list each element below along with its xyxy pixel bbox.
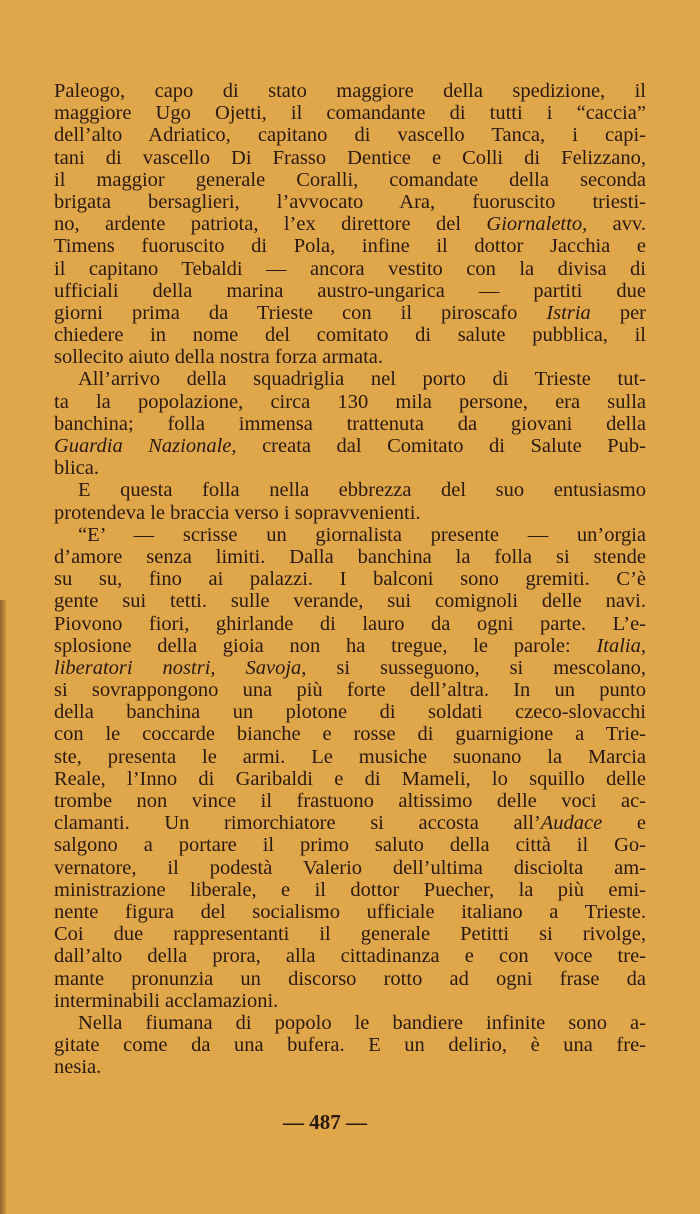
- text-line: [54, 657, 646, 679]
- text-segment: no, ardente patriota, l’ex direttore del: [54, 213, 487, 236]
- text-segment: All’arrivo della squadriglia nel porto di Trieste tut-: [78, 368, 646, 391]
- text-line: [54, 746, 646, 768]
- text-segment: creata dal Comitato di Salute Pub-: [236, 435, 646, 457]
- italic-text: Guardia Nazionale,: [54, 435, 237, 457]
- text-line: [54, 945, 646, 967]
- text-segment: protendeva le braccia verso i sopravvenienti.: [54, 501, 421, 524]
- text-line: [54, 346, 646, 368]
- text-line: [54, 147, 646, 169]
- text-line: [54, 457, 646, 479]
- text-segment: per: [590, 301, 646, 324]
- text-line: [54, 923, 646, 945]
- text-line: [54, 590, 646, 612]
- text-line: [54, 191, 646, 213]
- page-number: — 487 —: [283, 1110, 367, 1134]
- text-segment: ste, presenta le armi. Le musiche suonano la Marcia: [54, 745, 646, 768]
- text-segment: salgono a portare il primo saluto della città il Go-: [54, 834, 646, 857]
- text-segment: Timens fuoruscito di Pola, infine il dottor Jacchia e: [54, 235, 646, 258]
- text-segment: trombe non vince il frastuono altissimo delle voci ac-: [54, 790, 646, 812]
- text-segment: sollecito aiuto della nostra forza armata.: [54, 346, 384, 369]
- text-line: [54, 1034, 646, 1056]
- text-line: [54, 368, 646, 390]
- text-segment: della banchina un plotone di soldati czeco-slovacchi: [54, 701, 646, 724]
- text-line: [54, 413, 646, 435]
- text-segment: il maggior generale Coralli, comandate della seconda: [54, 168, 646, 191]
- body-text: [54, 80, 646, 1078]
- text-line: [54, 768, 646, 790]
- text-segment: si sovrappongono una più forte dell’altra. In un punto: [54, 679, 646, 702]
- text-line: [54, 613, 646, 635]
- text-segment: ta la popolazione, circa 130 mila persone, era sulla: [54, 390, 646, 413]
- text-line: [54, 479, 646, 501]
- text-segment: gente sui tetti. sulle verande, sui comignoli delle navi.: [54, 590, 646, 613]
- text-line: [54, 213, 646, 235]
- text-segment: tani di vascello Di Frasso Dentice e Colli di Felizzano,: [54, 146, 646, 169]
- text-segment: si susseguono, si mescolano,: [306, 656, 646, 679]
- text-line: [54, 124, 646, 146]
- text-segment: e: [602, 812, 646, 835]
- text-segment: avv.: [587, 213, 646, 236]
- text-line: [54, 80, 646, 102]
- text-segment: giorni prima da Trieste con il piroscafo: [54, 301, 547, 324]
- text-segment: maggiore Ugo Ojetti, il comandante di tutti i “caccia”: [54, 102, 646, 125]
- text-segment: dall’alto della prora, alla cittadinanza e con voce tre-: [54, 945, 646, 968]
- text-line: [54, 879, 646, 901]
- text-line: [54, 723, 646, 745]
- text-segment: banchina; folla immensa trattenuta da giovani della: [54, 412, 646, 435]
- text-segment: con le coccarde bianche e rosse di guarnigione a Trie-: [54, 723, 646, 746]
- text-line: [54, 524, 646, 546]
- text-line: [54, 635, 646, 657]
- text-segment: nesia.: [54, 1056, 102, 1079]
- text-line: [54, 391, 646, 413]
- text-line: [54, 812, 646, 834]
- text-segment: chiedere in nome del comitato di salute pubblica, il: [54, 324, 646, 347]
- text-line: [54, 990, 646, 1012]
- text-line: [54, 1012, 646, 1034]
- text-segment: brigata bersaglieri, l’avvocato Ara, fuoruscito triesti-: [54, 190, 646, 213]
- text-segment: ministrazione liberale, e il dottor Puecher, la più emi-: [54, 878, 646, 901]
- text-segment: blica.: [54, 457, 99, 480]
- italic-text: Audace: [540, 812, 603, 835]
- text-segment: mante pronunzia un discorso rotto ad ogni frase da: [54, 967, 646, 990]
- text-line: [54, 280, 646, 302]
- text-segment: il capitano Tebaldi — ancora vestito con la divisa di: [54, 257, 646, 280]
- text-segment: splosione della gioia non ha tregue, le parole:: [54, 634, 597, 657]
- text-line: [54, 235, 646, 257]
- text-line: [54, 701, 646, 723]
- text-segment: E questa folla nella ebbrezza del suo entusiasmo: [78, 479, 646, 502]
- text-segment: clamanti. Un rimorchiatore si accosta all’: [54, 812, 541, 835]
- text-line: [54, 258, 646, 280]
- text-line: [54, 901, 646, 923]
- text-line: [54, 968, 646, 990]
- text-line: [54, 169, 646, 191]
- text-segment: dell’alto Adriatico, capitano di vascello Tanca, i capi-: [54, 124, 646, 147]
- text-segment: interminabili acclamazioni.: [54, 989, 279, 1012]
- text-segment: vernatore, il podestà Valerio dell’ultima disciolta am-: [54, 856, 646, 879]
- text-line: [54, 857, 646, 879]
- text-segment: d’amore senza limiti. Dalla banchina la folla si stende: [54, 545, 646, 568]
- italic-text: Giornaletto,: [486, 213, 588, 236]
- text-line: [54, 790, 646, 812]
- text-segment: “E’ — scrisse un giornalista presente — un’orgia: [78, 523, 646, 546]
- text-segment: Reale, l’Inno di Garibaldi e di Mameli, lo squillo delle: [54, 767, 646, 790]
- text-segment: Piovono fiori, ghirlande di lauro da ogni parte. L’e-: [54, 612, 646, 635]
- text-line: [54, 102, 646, 124]
- italic-text: liberatori nostri, Savoja,: [54, 656, 307, 679]
- text-segment: Coi due rappresentanti il generale Petitti si rivolge,: [54, 923, 646, 946]
- italic-text: Italia,: [596, 634, 646, 657]
- text-segment: su su, fino ai palazzi. I balconi sono gremiti. C’è: [54, 568, 646, 591]
- text-line: [54, 435, 646, 457]
- text-line: [54, 1056, 646, 1078]
- italic-text: Istria: [546, 301, 591, 324]
- text-segment: Nella fiumana di popolo le bandiere infinite sono a-: [78, 1011, 646, 1034]
- text-line: [54, 834, 646, 856]
- text-line: [54, 302, 646, 324]
- text-segment: gitate come da una bufera. E un delirio, è una fre-: [54, 1034, 646, 1057]
- text-line: [54, 679, 646, 701]
- text-segment: ufficiali della marina austro-ungarica — partiti due: [54, 279, 646, 302]
- text-line: [54, 324, 646, 346]
- text-line: [54, 568, 646, 590]
- text-segment: nente figura del socialismo ufficiale italiano a Trieste.: [54, 900, 646, 923]
- text-line: [54, 502, 646, 524]
- text-line: [54, 546, 646, 568]
- text-segment: Paleogo, capo di stato maggiore della spedizione, il: [54, 80, 646, 102]
